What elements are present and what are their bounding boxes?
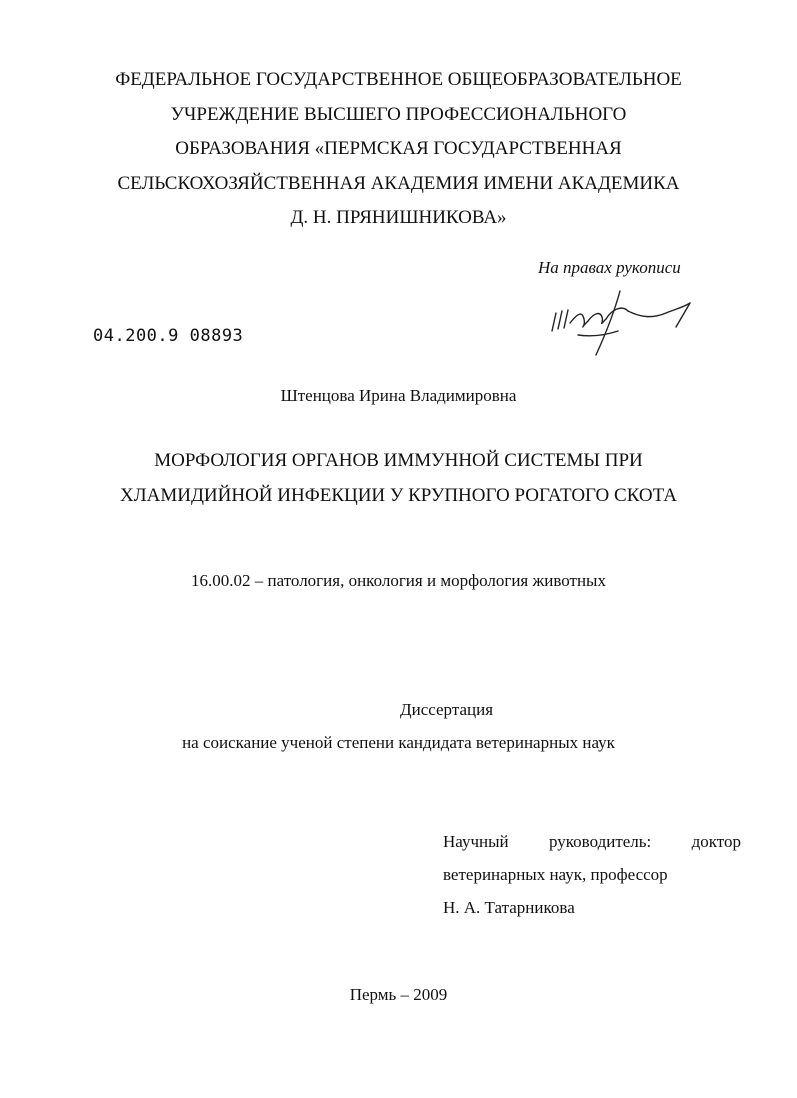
institution-line: Д. Н. ПРЯНИШНИКОВА» [290,207,507,228]
advisor-name: Н. А. Татарникова [443,898,575,917]
dissertation-title [0,444,797,513]
degree-line: на соискание ученой степени кандидата ветеринарных наук [182,733,615,752]
advisor-word: доктор [691,832,741,851]
dissertation-label: Диссертация [400,700,494,719]
city-year: Пермь – 2009 [349,985,448,1004]
advisor-word: Научный [443,832,509,851]
institution-line: СЕЛЬСКОХОЗЯЙСТВЕННАЯ АКАДЕМИЯ ИМЕНИ АКАДЕМИКА [117,172,680,194]
institution-line: УЧРЕЖДЕНИЕ ВЫСШЕГО ПРОФЕССИОНАЛЬНОГО [170,103,627,125]
manuscript-note: На правах рукописи [538,258,681,277]
institution-line: ФЕДЕРАЛЬНОЕ ГОСУДАРСТВЕННОЕ ОБЩЕОБРАЗОВАТЕЛЬНОЕ [115,69,682,90]
title-line: ХЛАМИДИЙНОЙ ИНФЕКЦИИ У КРУПНОГО РОГАТОГО СКОТА [120,484,677,506]
institution-header [0,63,797,236]
advisor-block [443,825,741,924]
registration-stamp: 04.200.9 08893 [93,326,244,346]
advisor-word: руководитель: [548,832,652,851]
title-line: МОРФОЛОГИЯ ОРГАНОВ ИММУННОЙ СИСТЕМЫ ПРИ [154,450,643,471]
institution-line: ОБРАЗОВАНИЯ «ПЕРМСКАЯ ГОСУДАРСТВЕННАЯ [175,138,622,159]
specialty-code: 16.00.02 – патология, онкология и морфология животных [191,571,606,590]
author-name: Штенцова Ирина Владимировна [280,386,517,405]
signature-image [548,283,698,361]
advisor-degree: ветеринарных наук, профессор [443,865,668,884]
advisor-role [443,825,741,858]
